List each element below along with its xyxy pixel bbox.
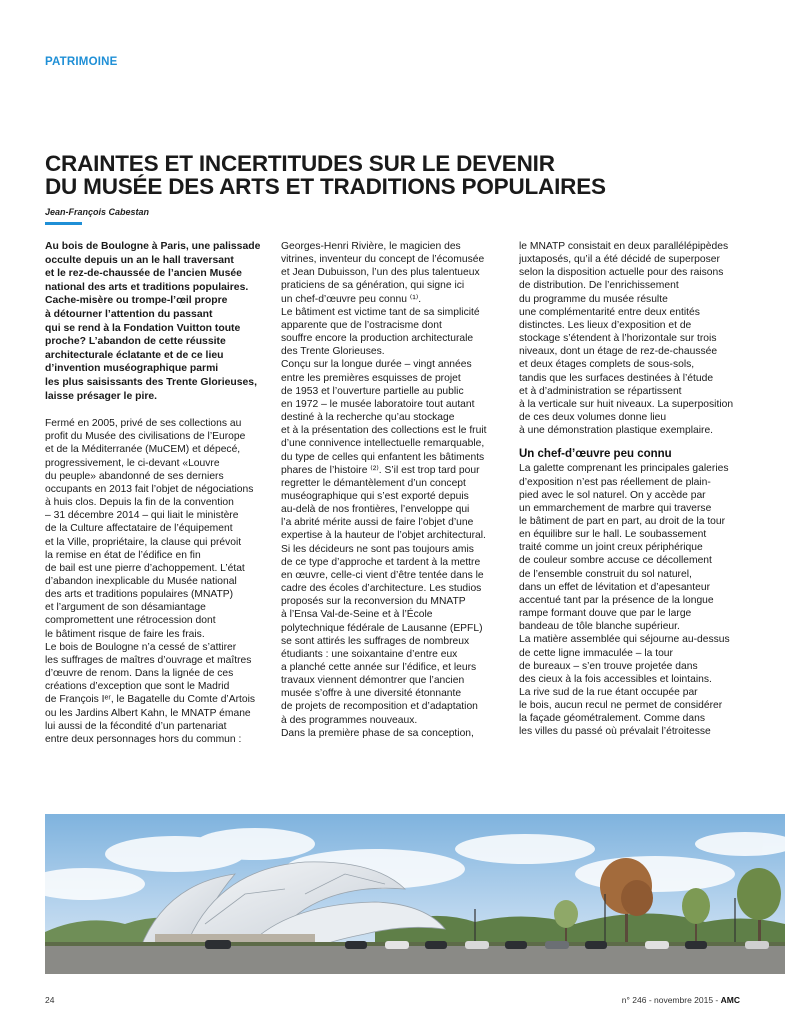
text-line: à huis clos. Depuis la fin de la convention (45, 497, 234, 509)
text-line: profit du Musée des civilisations de l’Europe (45, 431, 246, 443)
author-byline: Jean-François Cabestan (45, 207, 150, 217)
text-line: destiné à la recherche qu’au stockage (281, 412, 455, 424)
text-line: selon la disposition actuelle pour des raisons (519, 267, 724, 279)
text-line: progressivement, le ci-devant «Louvre (45, 457, 220, 469)
text-line: Georges-Henri Rivière, le magicien des (281, 241, 461, 252)
text-line: muséographique qui s’est exporté depuis (281, 490, 469, 502)
column-1 (45, 240, 268, 746)
text-line: et la Ville, propriétaire, la clause qui prévoit (45, 536, 242, 548)
text-line: d’une connivence intellectuelle remarquable, (281, 438, 485, 450)
text-line: un chef-d’œuvre peu connu ⁽¹⁾. (281, 293, 422, 305)
text-line: de 1953 et l’ouverture partielle au public (281, 385, 464, 397)
body-text (45, 417, 268, 746)
text-line: se sont attirés les suffrages de nombreux (281, 635, 470, 647)
text-line: laisse présager le pire. (45, 390, 158, 402)
text-line: stockage s’étendent à l’horizontale sur trois (519, 333, 717, 345)
text-line: entre les premières esquisses de projet (281, 372, 461, 384)
text-line: de la Culture affectataire de l’équipement (45, 523, 233, 535)
text-line: national des arts et traditions populaires. (45, 281, 249, 293)
text-line: architecturale éclatante et de ce lieu (45, 349, 224, 361)
text-line: bandeau de tôle blanche supérieur. (519, 621, 680, 633)
text-line: qui se rend à la Fondation Vuitton toute (45, 322, 241, 334)
text-line: proche? L’abandon de cette réussite (45, 336, 226, 348)
text-line: la façade géométralement. Comme dans (519, 713, 706, 725)
text-line: un emmarchement de marbre qui traverse (519, 502, 712, 514)
text-line: les villes du passé où prévalait l’étroitesse (519, 726, 711, 738)
column-2 (281, 240, 504, 740)
text-line: dans un effet de lévitation et d’apesanteur (519, 581, 711, 593)
text-line: vitrines, inventeur du concept de l’écomusée (281, 254, 485, 266)
text-line: Dans la première phase de sa conception, (281, 727, 474, 739)
text-line: le bâtiment de part en part, au droit de la tour (519, 515, 726, 527)
text-line: occulte depuis un an le hall traversant (45, 254, 234, 266)
text-line: le MNATP consistait en deux parallélépipèdes (519, 241, 729, 252)
text-line: des cieux à la fois accessibles et lointains. (519, 673, 712, 685)
text-line: phares de l’histoire ⁽²⁾. S’il est trop tard pour (281, 464, 480, 476)
text-line: expertise à la hauteur de l’objet architectural. (281, 530, 486, 542)
text-line: en équilibre sur le hall. Le soubassement (519, 529, 707, 541)
text-line: et le rez-de-chaussée de l’ancien Musée (45, 268, 242, 280)
magazine-name: AMC (720, 995, 740, 1005)
text-line: d’œuvre de renom. Dans la lignée de ces (45, 668, 234, 680)
text-line: les plus saisissants des Trente Glorieuses, (45, 376, 257, 388)
body-text (519, 240, 742, 437)
text-line: compromettent une rétrocession dont (45, 615, 216, 627)
issue-text: n° 246 - novembre 2015 - (621, 995, 721, 1005)
text-line: niveaux, dont un étage de rez-de-chaussée (519, 346, 718, 358)
text-line: a planché cette année sur l’édifice, et leurs (281, 662, 477, 673)
body-text (519, 462, 742, 738)
text-line: une complémentarité entre deux entités (519, 306, 700, 318)
title-line: DU MUSÉE DES ARTS ET TRADITIONS POPULAIRES (45, 174, 606, 199)
text-line: à des programmes nouveaux. (281, 714, 418, 726)
text-line: créations d’exception que sont le Madrid (45, 681, 230, 693)
text-line: et de la Méditerranée (MuCEM) et dépecé, (45, 444, 241, 456)
text-line: regretter le démantèlement d’un concept (281, 477, 466, 489)
text-line: rampe formant douve que par le large (519, 608, 692, 620)
text-line: le bois, aucun recul ne permet de considérer (519, 700, 723, 712)
text-line: Fermé en 2005, privé de ses collections au (45, 418, 242, 430)
text-line: proposés sur la reconversion du MNATP (281, 596, 466, 608)
text-line: La rive sud de la rue étant occupée par (519, 687, 698, 698)
text-line: apparente que de l’ostracisme dont (281, 319, 442, 331)
text-line: de projets de recomposition et d’adaptation (281, 701, 478, 713)
text-line: en œuvre, celle-ci vient d’être tentée dans le (281, 569, 484, 581)
text-line: à une démonstration plastique exemplaire. (519, 425, 714, 437)
text-line: Cache-misère ou trompe-l’œil propre (45, 295, 228, 307)
text-line: l’a abrité mérite aussi de faire l’objet d’une (281, 517, 474, 529)
text-line: – 31 décembre 2014 – qui liait le ministère (45, 510, 239, 522)
text-line: praticiens de sa génération, qui signe ici (281, 280, 465, 292)
text-line: de François Iᵉʳ, le Bagatelle du Comte d’Artois (45, 694, 256, 706)
text-line: Au bois de Boulogne à Paris, une palissade (45, 241, 261, 252)
text-line: et à d’administration se répartissent (519, 385, 682, 397)
issue-info (622, 995, 740, 1005)
section-tag: PATRIMOINE (45, 56, 118, 68)
text-line: des Trente Glorieuses. (281, 346, 385, 358)
text-line: et à la présentation des collections est le fruit (281, 425, 487, 437)
text-line: de distribution. De l’enrichissement (519, 280, 679, 292)
text-line: à détourner l’attention du passant (45, 308, 213, 320)
text-line: Conçu sur la longue durée – vingt années (281, 359, 472, 371)
text-line: à la verticale sur huit niveaux. La superposition (519, 398, 734, 410)
text-line: et Jean Dubuisson, l’un des plus talentueux (281, 267, 480, 279)
text-line: de cette ligne immaculée – la tour (519, 647, 673, 659)
text-line: juxtaposés, qu’il a été décidé de superposer (519, 254, 720, 266)
text-line: de bail est une pierre d’achoppement. L’état (45, 562, 245, 574)
text-line: au-delà de nos frontières, l’enveloppe qui (281, 504, 470, 516)
text-line: tandis que les surfaces destinées à l’étude (519, 372, 714, 384)
text-line: de couleur sombre accuse ce décollement (519, 555, 712, 567)
text-line: souffre encore la production architecturale (281, 333, 474, 345)
text-line: d’abandon inexplicable du Musée national (45, 576, 237, 587)
text-line: cadre des écoles d’architecture. Les studios (281, 583, 482, 595)
page-number: 24 (45, 995, 55, 1005)
text-line: accentué tant par la présence de la longue (519, 594, 714, 606)
text-line: occupants en 2013 fait l’objet de négociations (45, 483, 254, 495)
text-line: traité comme un joint creux périphérique (519, 542, 703, 554)
text-line: musée s’offre à une diversité étonnante (281, 688, 462, 700)
article-title (45, 152, 765, 198)
author-rule (45, 222, 82, 225)
panorama-photo (45, 814, 785, 974)
lead-paragraph (45, 240, 268, 403)
text-line: étudiants : une soixantaine d’entre eux (281, 648, 458, 660)
text-line: de ce type d’approche et tardent à la mettre (281, 556, 481, 568)
title-line: CRAINTES ET INCERTITUDES SUR LE DEVENIR (45, 151, 555, 176)
text-line: du peuple» abandonné de ses derniers (45, 470, 224, 482)
text-line: des arts et traditions populaires (MNATP) (45, 589, 234, 601)
text-line: la remise en état de l’édifice en fin (45, 549, 201, 561)
subheading (519, 447, 742, 461)
text-line: et l’argument de son désamiantage (45, 602, 206, 614)
text-line: Si les décideurs ne sont pas toujours amis (281, 543, 474, 555)
text-line: les suffrages de maîtres d’ouvrage et maîtres (45, 654, 252, 666)
text-line: en 1972 – le musée laboratoire tout autant (281, 398, 475, 410)
text-line: et deux étages complets de sous-sols, (519, 359, 695, 371)
text-line: ou les Jardins Albert Kahn, le MNATP émane (45, 707, 251, 719)
text-line: du programme du musée résulte (519, 293, 668, 305)
text-line: de ces deux volumes donne lieu (519, 412, 667, 424)
column-3 (519, 240, 742, 739)
text-line: Le bâtiment est victime tant de sa simplicité (281, 306, 480, 318)
text-line: d’invention muséographique parmi (45, 363, 219, 375)
text-line: le bâtiment risque de faire les frais. (45, 628, 205, 640)
text-line: pied avec le sol naturel. On y accède par (519, 489, 706, 501)
subheading-text: Un chef-d’œuvre peu connu (519, 448, 672, 461)
text-line: La matière assemblée qui séjourne au-dessus (519, 634, 730, 646)
text-line: à l’Ensa Val-de-Seine et à l’École (281, 609, 433, 621)
text-line: La galette comprenant les principales galeries (519, 463, 729, 475)
text-line: lui aussi de la fécondité d’un partenariat (45, 720, 227, 732)
text-line: polytechnique fédérale de Lausanne (EPFL) (281, 622, 483, 634)
text-line: de l’ensemble construit du sol naturel, (519, 568, 692, 580)
text-line: travaux viennent démontrer que l’ancien (281, 675, 465, 687)
text-line: de bureaux – s’en trouve projetée dans (519, 660, 698, 672)
text-line: d’exposition n’est pas réellement de plain- (519, 476, 711, 488)
text-line: entre deux personnages hors du commun : (45, 733, 242, 745)
text-line: du type de celles qui enfantent les bâtiments (281, 451, 485, 463)
text-line: distinctes. Les lieux d’exposition et de (519, 319, 692, 331)
text-line: Le bois de Boulogne n’a cessé de s’attirer (45, 641, 237, 653)
body-text (281, 240, 504, 740)
